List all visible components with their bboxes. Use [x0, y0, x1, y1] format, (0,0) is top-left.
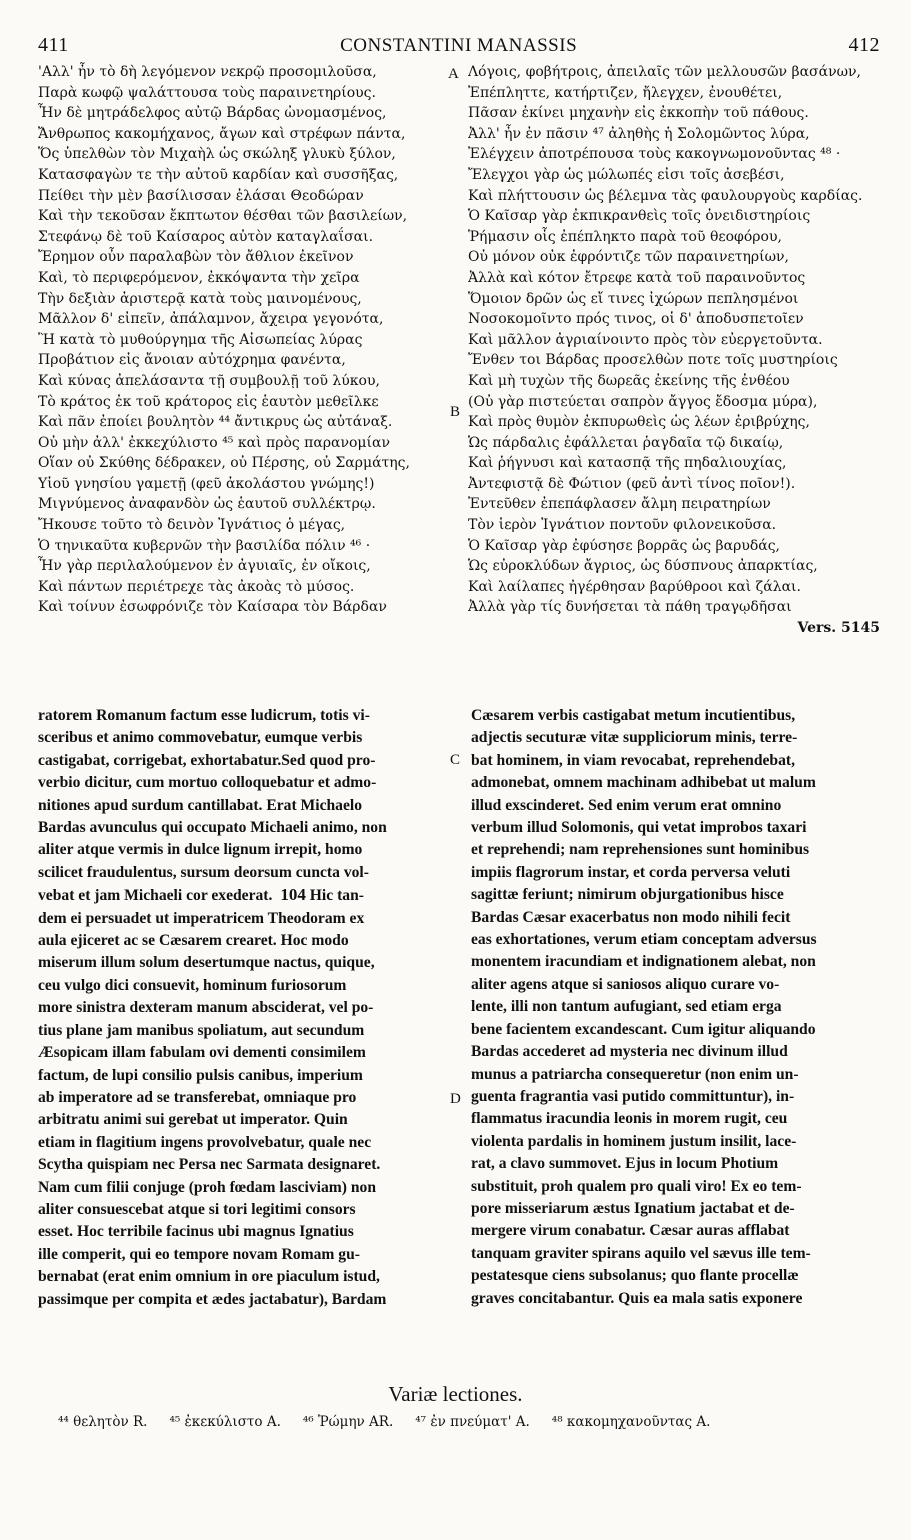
section-marker-a: A [448, 66, 459, 82]
latin-text-line: lente, illi non tantum aufugiant, sed etiam erga [471, 998, 782, 1016]
greek-verse-line: Καὶ μὴ τυχὼν τῆς δωρεᾶς ἐκείνης τῆς ἐνθέου [468, 372, 790, 389]
latin-text-line: verbio dicitur, cum mortuo colloquebatur et admo- [38, 774, 377, 792]
section-marker-d: D [450, 1091, 461, 1107]
greek-verse-line: Ὅμοιον δρῶν ὡς εἴ τινες ἰχώρων πεπλησμένοι [468, 290, 799, 307]
latin-text-line: bernabat (erat enim omnium in ore piaculum istud, [38, 1268, 380, 1286]
latin-text-line: munus a patriarcha consequeretur (non enim un- [471, 1065, 799, 1083]
latin-text-line: Nam cum filii conjuge (proh fœdam lasciviam) non [38, 1178, 377, 1196]
greek-verse-line: Καὶ λαίλαπες ἠγέρθησαν βαρύθροοι καὶ ζάλαι. [468, 578, 801, 595]
greek-verse-line: Καὶ πλήττουσιν ὡς βέλεμνα τὰς φαυλουργοὺς καρδίας. [468, 187, 863, 204]
greek-verse-line: Λόγοις, φοβήτροις, ἀπειλαῖς τῶν μελλουσῶν βασάνων, [468, 64, 861, 80]
greek-verse-line: Ὡς πάρδαλις ἐφάλλεται ῥαγδαῖα τῷ δικαίῳ, [468, 434, 784, 451]
greek-verse-line: Τὸ κράτος ἐκ τοῦ κράτορος εἰς ἑαυτὸν μεθεῖλκε [38, 393, 379, 410]
latin-text-line: et reprehendi; nam reprehensiones sunt hominibus [471, 841, 810, 859]
latin-text-line: ratorem Romanum factum esse ludicrum, totis vi- [38, 707, 370, 724]
latin-text-line: sagittæ feriunt; nimirum objurgationibus hisce [471, 886, 784, 904]
latin-translation-right-column [471, 705, 881, 1310]
latin-text-line [38, 884, 444, 907]
latin-text-line: castigabat, corrigebat, exhortabatur.Sed quod pro- [38, 751, 376, 769]
greek-verse-line: Παρὰ κωφῷ ψαλάττουσα τοὺς παραινετηρίους. [38, 84, 376, 101]
latin-text-line: more sinistra dexteram manum absciderat, vel po- [38, 999, 374, 1017]
greek-verse-line: Ἐπέπληττε, κατήρτιζεν, ἤλεγχεν, ἐνουθέτει, [468, 84, 783, 101]
latin-text-line: rat, a clavo summovet. Ejus in locum Photium [471, 1155, 779, 1173]
greek-verse-line: Ὁ τηνικαῦτα κυβερνῶν τὴν βασιλίδα πόλιν ⁴⁶ · [38, 537, 371, 554]
latin-text-line: etiam in flagitium ingens provolvebatur, quale nec [38, 1133, 372, 1151]
greek-verse-line: Προβάτιον εἰς ἄνοιαν αὐτόχρημα φανέντα, [38, 352, 346, 369]
greek-text-right-column [468, 62, 880, 639]
greek-text-left-column [38, 62, 443, 618]
greek-verse-line: Ἄνθρωπος κακομήχανος, ἄγων καὶ στρέφων πάντα, [38, 125, 406, 142]
variant-reading-note: ⁴⁶ Ῥώμην AR. [302, 1414, 394, 1430]
latin-text-line: adjectis secuturæ vitæ suppliciorum minis, terre- [471, 729, 798, 747]
greek-verse-line: Ἐντεῦθεν ἐπεπάφλασεν ἄλμη πειρατηρίων [468, 496, 771, 513]
latin-text-line: aliter agens atque si saniosos aliquo curare vo- [471, 975, 780, 993]
latin-text-line: pore misseriarum æstus Ignatium jactabat et de- [471, 1199, 795, 1217]
column-number: 104 [280, 885, 306, 905]
latin-text-line: miserum illum solum desertumque nactus, quique, [38, 954, 375, 972]
latin-text-line: Bardas Cæsar exacerbatus non modo nihili fecit [471, 908, 791, 926]
variant-readings-heading: Variæ lectiones. [388, 1382, 523, 1406]
latin-text-line: Bardas avunculus qui occupato Michaeli animo, non [38, 819, 387, 837]
latin-text-line: ab imperatore ad se transferebat, omniaque pro [38, 1088, 357, 1106]
page-number-left: 411 [38, 34, 69, 56]
greek-verse-line: Ἐλέγχειν ἀποτρέπουσα τοὺς κακογνωμονοῦντας ⁴⁸ · [468, 146, 841, 163]
latin-text-line: flammatus iracundia leonis in morem rugit, ceu [471, 1110, 788, 1128]
latin-text-line: dem ei persuadet ut imperatricem Theodoram ex [38, 909, 365, 927]
page-header [38, 34, 880, 60]
greek-verse-line: Ἀλλὰ καὶ κότον ἔτρεφε κατὰ τοῦ παραινοῦντος [468, 269, 806, 286]
latin-text-line: substituit, proh qualem pro quali viro! Ex eo tem- [471, 1177, 802, 1195]
greek-verse-line: Οἵαν οὐ Σκύθης δέδρακεν, οὐ Πέρσης, οὐ Σαρμάτης, [38, 455, 410, 472]
section-marker-b: B [450, 404, 461, 420]
verse-count: Vers. 5145 [797, 620, 880, 637]
latin-text-line: Æsopicam illam fabulam ovi dementi consimilem [38, 1044, 366, 1062]
greek-verse-line: Μιγνύμενος ἀναφανδὸν ὡς ἑαυτοῦ συλλέκτρῳ. [38, 496, 376, 513]
greek-verse-line: Καὶ μᾶλλον ἀγριαίνοιντο πρὸς τὸν εὐεργετοῦντα. [468, 331, 823, 348]
latin-text-line: aula ejiceret ac se Cæsarem crearet. Hoc modo [38, 932, 349, 950]
latin-text-line: illud exscinderet. Sed enim verum erat omnino [471, 796, 782, 814]
latin-text-line: bene facientem excandescant. Cum igitur aliquando [471, 1020, 816, 1038]
latin-text-line: aliter atque vermis in dulce lignum irrepit, homo [38, 841, 363, 859]
greek-verse-line: Ἀλλὰ γὰρ τίς δυνήσεται τὰ πάθη τραγῳδῆσαι [468, 599, 792, 616]
latin-text-line: mergere virum conabatur. Cæsar auras afflabat [471, 1222, 790, 1240]
latin-text-line: ceu vulgo dici consuevit, hominum furiosorum [38, 976, 347, 994]
greek-verse-line: Ἔρημον οὖν παραλαβὼν τὸν ἄθλιον ἐκεῖνον [38, 249, 354, 266]
variant-reading-note: ⁴⁸ κακομηχανοῦντας A. [551, 1414, 711, 1430]
greek-verse-line: Ἀλλ' ἦν ἐν πᾶσιν ⁴⁷ ἀληθὴς ἡ Σολομῶντος λύρα, [468, 125, 810, 142]
greek-verse-line: Καὶ πᾶν ἐποίει βουλητὸν ⁴⁴ ἄντικρυς ὡς αὐτάναξ. [38, 414, 393, 431]
section-marker-c: C [450, 752, 461, 768]
greek-verse-line: Ἔνθεν τοι Βάρδας προσελθὼν ποτε τοῖς μυστηρίοις [468, 352, 838, 369]
latin-text-line: sceribus et animo commovebatur, eumque verbis [38, 729, 363, 747]
greek-verse-line: Καὶ πάντων περιέτρεχε τὰς ἀκοὰς τὸ μύσος. [38, 578, 355, 595]
greek-verse-line: Πᾶσαν ἐκίνει μηχανὴν εἰς ἐκκοπὴν τοῦ πάθους. [468, 105, 809, 122]
greek-verse-line: Ὅς ὑπελθὼν τὸν Μιχαὴλ ὡς σκώληξ γλυκὺ ξύλον, [38, 146, 396, 163]
greek-verse-line: Υἱοῦ γνησίου γαμετῇ (φεῦ ἀκολάστου γνώμης!) [38, 475, 375, 492]
variant-readings-notes [58, 1414, 888, 1430]
greek-verse-line: Καὶ, τὸ περιφερόμενον, ἐκκόψαντα τὴν χεῖρα [38, 269, 360, 286]
greek-verse-line: Ἔλεγχοι γὰρ ὡς μώλωπές εἰσι τοῖς ἀσεβέσι, [468, 166, 785, 183]
latin-text-line: aliter consuescebat atque si tori legitimi consors [38, 1200, 356, 1218]
greek-verse-line: Οὐ μὴν ἀλλ' ἐκκεχύλιστο ⁴⁵ καὶ πρὸς παρανομίαν [38, 434, 390, 451]
greek-verse-line: Τὴν δεξιὰν ἀριστερᾷ κατὰ τοὺς μαινομένους, [38, 290, 362, 307]
latin-text-line: guenta fragrantia vasi putido committuntur), in- [471, 1087, 795, 1105]
greek-verse-line: Καὶ τοίνυν ἐσωφρόνιζε τὸν Καίσαρα τὸν Βάρδαν [38, 599, 387, 616]
page-number-right: 412 [848, 34, 880, 56]
latin-text-line: Scytha quispiam nec Persa nec Sarmata designaret. [38, 1156, 381, 1174]
latin-text-line: ille comperit, qui eo tempore novam Romam gu- [38, 1245, 360, 1263]
greek-verse-line: Ῥήμασιν οἷς ἐπέπληκτο παρὰ τοῦ θεοφόρου, [468, 228, 782, 245]
latin-text-line: impiis flagrorum instar, et corda perversa veluti [471, 863, 791, 881]
greek-verse-line: Ὁ Καῖσαρ γὰρ ἐκπικρανθεὶς τοῖς ὀνειδιστηρίοις [468, 208, 811, 225]
greek-verse-line: Πείθει τὴν μὲν βασίλισσαν ἐλάσαι Θεοδώραν [38, 187, 364, 204]
latin-text-line: graves concitabantur. Quis ea mala satis exponere [471, 1289, 803, 1307]
greek-verse-line: Ἀντεφιστᾷ δὲ Φώτιον (φεῦ ἀντὶ τίνος ποῖον!). [468, 475, 796, 492]
latin-text-line: verbum illud Solomonis, qui vetat improbos taxari [471, 819, 807, 837]
greek-verse-line: Ὁ Καῖσαρ γὰρ ἐφύσησε βορρᾶς ὡς βαρυδάς, [468, 537, 781, 554]
latin-text-line: nitiones apud surdum cantillabat. Erat Michaelo [38, 796, 363, 814]
greek-verse-line: Καὶ πρὸς θυμὸν ἐκπυρωθεὶς ὡς λέων ἐριβρύχης, [468, 414, 810, 431]
latin-text-line: factum, de lupi consilio pulsis canibus, imperium [38, 1066, 363, 1084]
latin-text-fragment: vebat et jam Michaeli cor exederat. [38, 887, 273, 905]
greek-verse-line: Ὡς εὐροκλύδων ἄγριος, ὡς δύσπνους ἀπαρκτίας, [468, 558, 818, 575]
variant-reading-note: ⁴⁷ ἐν πνεύματ' A. [415, 1414, 530, 1430]
latin-text-line: Cæsarem verbis castigabat metum incutientibus, [471, 707, 796, 724]
latin-text-line: admonebat, omnem machinam adhibebat ut malum [471, 774, 816, 792]
latin-text-line: esset. Hoc terribile facinus ubi magnus Ignatius [38, 1223, 354, 1241]
greek-verse-line: Τὸν ἱερὸν Ἰγνάτιον ποντοῦν φιλονεικοῦσα. [468, 517, 777, 534]
latin-text-line: tanquam graviter spirans aquilo vel sævus ille tem- [471, 1244, 811, 1262]
greek-verse-line: Νοσοκομοῖντο πρός τινος, οἱ δ' ἀποδυσπετοῖεν [468, 311, 804, 328]
latin-text-line: arbitratu animi sui gerebat ut imperator. Quin [38, 1111, 348, 1129]
greek-verse-line: Μᾶλλον δ' εἰπεῖν, ἀπάλαμνον, ἄχειρα γεγονότα, [38, 311, 384, 328]
greek-verse-line: 'Αλλ' ἦν τὸ δὴ λεγόμενον νεκρῷ προσομιλοῦσα, [38, 64, 377, 80]
greek-verse-line: (Οὐ γὰρ πιστεύεται σαπρὸν ἄγγος ἔδοσμα μύρα), [468, 393, 818, 410]
greek-verse-line: Ἤκουσε τοῦτο τὸ δεινὸν Ἰγνάτιος ὁ μέγας, [38, 517, 346, 534]
latin-text-line: violenta pardalis in hominem justum insilit, lace- [471, 1132, 797, 1150]
latin-text-line: passimque per compita et ædes jactabatur), Bardam [38, 1290, 387, 1308]
greek-verse-line: Ἦν δὲ μητράδελφος αὐτῷ Βάρδας ὠνομασμένος, [38, 105, 387, 122]
latin-text-line: scilicet fraudulentus, sursum deorsum cuncta vol- [38, 863, 369, 881]
greek-verse-line: Στεφάνῳ δὲ τοῦ Καίσαρος αὐτὸν καταγλαΐσαι. [38, 228, 374, 245]
latin-text-line: pestatesque ciens subsolanus; quo flante procellæ [471, 1267, 799, 1285]
running-title: CONSTANTINI MANASSIS [340, 35, 578, 56]
latin-text-line: bat hominem, in viam revocabat, reprehendebat, [471, 751, 795, 769]
greek-verse-line: Οὐ μόνον οὐκ ἐφρόντιζε τῶν παραινετηρίων, [468, 249, 789, 266]
latin-text-fragment: Hic tan- [305, 887, 364, 905]
greek-verse-line: Ἢ κατὰ τὸ μυθούργημα τῆς Αἰσωπείας λύρας [38, 331, 363, 348]
greek-verse-line: Καὶ ῥήγνυσι καὶ κατασπᾷ τῆς πηδαλιουχίας, [468, 455, 787, 472]
greek-verse-line: Ἦν γὰρ περιλαλούμενον ἐν ἀγυιαῖς, ἐν οἴκοις, [38, 558, 371, 575]
latin-text-line: eas exhortationes, verum etiam conceptam adversus [471, 931, 817, 949]
greek-verse-line: Καὶ κύνας ἀπελάσαντα τῇ συμβουλῇ τοῦ λύκου, [38, 372, 380, 389]
latin-text-line: tius plane jam manibus spoliatum, aut secundum [38, 1021, 365, 1039]
latin-translation-left-column [38, 705, 444, 1311]
greek-verse-line: Κατασφαγὼν τε τὴν αὐτοῦ καρδίαν καὶ συσσῆξας, [38, 166, 399, 183]
latin-text-line: monentem iracundiam et indignationem alebat, non [471, 953, 816, 971]
variant-reading-note: ⁴⁵ ἐκεκύλιστο A. [169, 1414, 281, 1430]
latin-text-line: Bardas accederet ad mysteria nec divinum illud [471, 1043, 788, 1061]
greek-verse-line: Καὶ τὴν τεκοῦσαν ἔκπτωτον θέσθαι τῶν βασιλείων, [38, 208, 408, 225]
variant-reading-note: ⁴⁴ θελητὸν R. [58, 1414, 148, 1430]
